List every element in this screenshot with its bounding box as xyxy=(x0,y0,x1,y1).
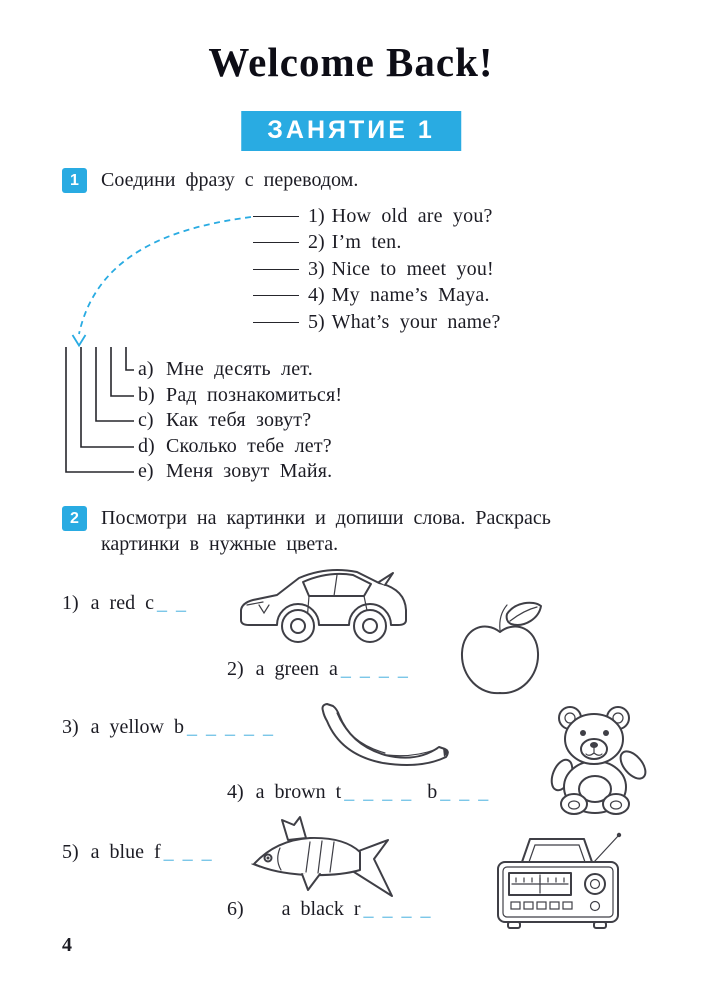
item-label: a black r xyxy=(281,898,361,920)
item-label: a green a xyxy=(255,658,338,680)
phrase-letter: c) xyxy=(138,409,154,432)
phrase-text: Мне десять лет. xyxy=(166,358,313,381)
exercise-2-number-badge: 2 xyxy=(62,506,87,531)
teddy-bear-figure xyxy=(540,703,658,816)
phrase-text: Меня зовут Майя. xyxy=(166,460,333,483)
exercise-1-header xyxy=(62,167,358,193)
word-blank[interactable]: _ _ _ _ _ xyxy=(186,716,275,738)
phrase-text: How old are you? xyxy=(331,204,493,227)
word-item-2 xyxy=(227,658,410,681)
phrase-text: Nice to meet you! xyxy=(331,257,494,280)
example-match-arrow xyxy=(79,217,251,334)
word-item-1 xyxy=(62,592,188,615)
item-number: 1) xyxy=(62,592,79,614)
bracket-line-c xyxy=(96,347,134,421)
english-phrase-row xyxy=(253,283,501,310)
match-line[interactable] xyxy=(253,216,299,217)
teddy-bear-illustration xyxy=(540,703,658,816)
english-phrase-row xyxy=(253,230,501,257)
phrase-number: 3) xyxy=(308,257,325,280)
item-number: 6) xyxy=(227,898,244,920)
match-line[interactable] xyxy=(253,269,299,270)
phrase-letter: b) xyxy=(138,383,155,406)
lesson-banner: ЗАНЯТИЕ 1 xyxy=(241,111,461,151)
phrase-text: Как тебя зовут? xyxy=(166,409,312,432)
russian-phrase-row xyxy=(138,434,342,460)
word-blank[interactable]: _ _ xyxy=(156,592,188,614)
item-number: 5) xyxy=(62,841,79,863)
phrase-text: Рад познакомиться! xyxy=(166,383,343,406)
word-blank[interactable]: _ _ _ xyxy=(440,781,491,803)
car-illustration xyxy=(233,558,413,650)
russian-phrase-row xyxy=(138,408,342,434)
russian-phrase-row xyxy=(138,357,342,383)
bracket-line-b xyxy=(111,347,134,396)
item-label: a brown t xyxy=(255,781,342,803)
car-figure xyxy=(233,558,413,650)
bracket-line-a xyxy=(126,347,134,370)
phrase-number: 2) xyxy=(308,231,325,254)
russian-phrase-row xyxy=(138,459,342,485)
word-blank[interactable]: _ _ _ _ xyxy=(363,898,433,920)
exercise-2-instruction: Посмотри на картинки и допиши слова. Раскрась картинки в нужные цвета. xyxy=(101,507,551,555)
bracket-line-e xyxy=(66,347,134,472)
page-title: Welcome Back! xyxy=(208,39,494,85)
russian-phrase-row xyxy=(138,383,342,409)
exercise-2-header xyxy=(62,505,622,557)
item-number: 4) xyxy=(227,781,244,803)
item-label: b xyxy=(427,781,438,803)
phrase-letter: e) xyxy=(138,460,154,483)
word-blank[interactable]: _ _ _ _ xyxy=(344,781,414,803)
word-blank[interactable]: _ _ _ _ xyxy=(340,658,410,680)
russian-phrase-list xyxy=(138,357,342,485)
banana-figure xyxy=(313,697,453,769)
word-item-6 xyxy=(227,898,433,921)
phrase-text: What’s your name? xyxy=(331,310,501,333)
phrase-number: 1) xyxy=(308,204,325,227)
exercise-1-instruction: Соедини фразу с переводом. xyxy=(101,169,359,191)
phrase-number: 5) xyxy=(308,310,325,333)
apple-illustration xyxy=(453,600,548,700)
banana-illustration xyxy=(313,697,453,769)
phrase-letter: a) xyxy=(138,358,154,381)
english-phrase-list xyxy=(253,203,501,336)
fish-figure xyxy=(248,812,396,904)
item-number: 3) xyxy=(62,716,79,738)
phrase-text: My name’s Maya. xyxy=(331,284,490,307)
apple-figure xyxy=(453,600,548,700)
phrase-text: I’m ten. xyxy=(331,231,402,254)
radio-figure xyxy=(492,832,624,932)
word-item-3 xyxy=(62,716,275,739)
item-label: a yellow b xyxy=(90,716,184,738)
phrase-text: Сколько тебе лет? xyxy=(166,434,332,457)
item-number: 2) xyxy=(227,658,244,680)
page-number: 4 xyxy=(62,934,72,956)
match-line[interactable] xyxy=(253,242,299,243)
item-label: a blue f xyxy=(90,841,161,863)
word-item-5 xyxy=(62,841,214,864)
match-line[interactable] xyxy=(253,295,299,296)
arrowhead-icon xyxy=(73,335,86,346)
phrase-number: 4) xyxy=(308,284,325,307)
english-phrase-row xyxy=(253,309,501,336)
match-line[interactable] xyxy=(253,322,299,323)
radio-illustration xyxy=(492,832,624,932)
exercise-1-number-badge: 1 xyxy=(62,168,87,193)
phrase-letter: d) xyxy=(138,434,155,457)
english-phrase-row xyxy=(253,256,501,283)
fish-illustration xyxy=(248,812,396,904)
word-item-4 xyxy=(227,781,490,804)
word-blank[interactable]: _ _ _ xyxy=(163,841,214,863)
english-phrase-row xyxy=(253,203,501,230)
item-label: a red c xyxy=(90,592,154,614)
